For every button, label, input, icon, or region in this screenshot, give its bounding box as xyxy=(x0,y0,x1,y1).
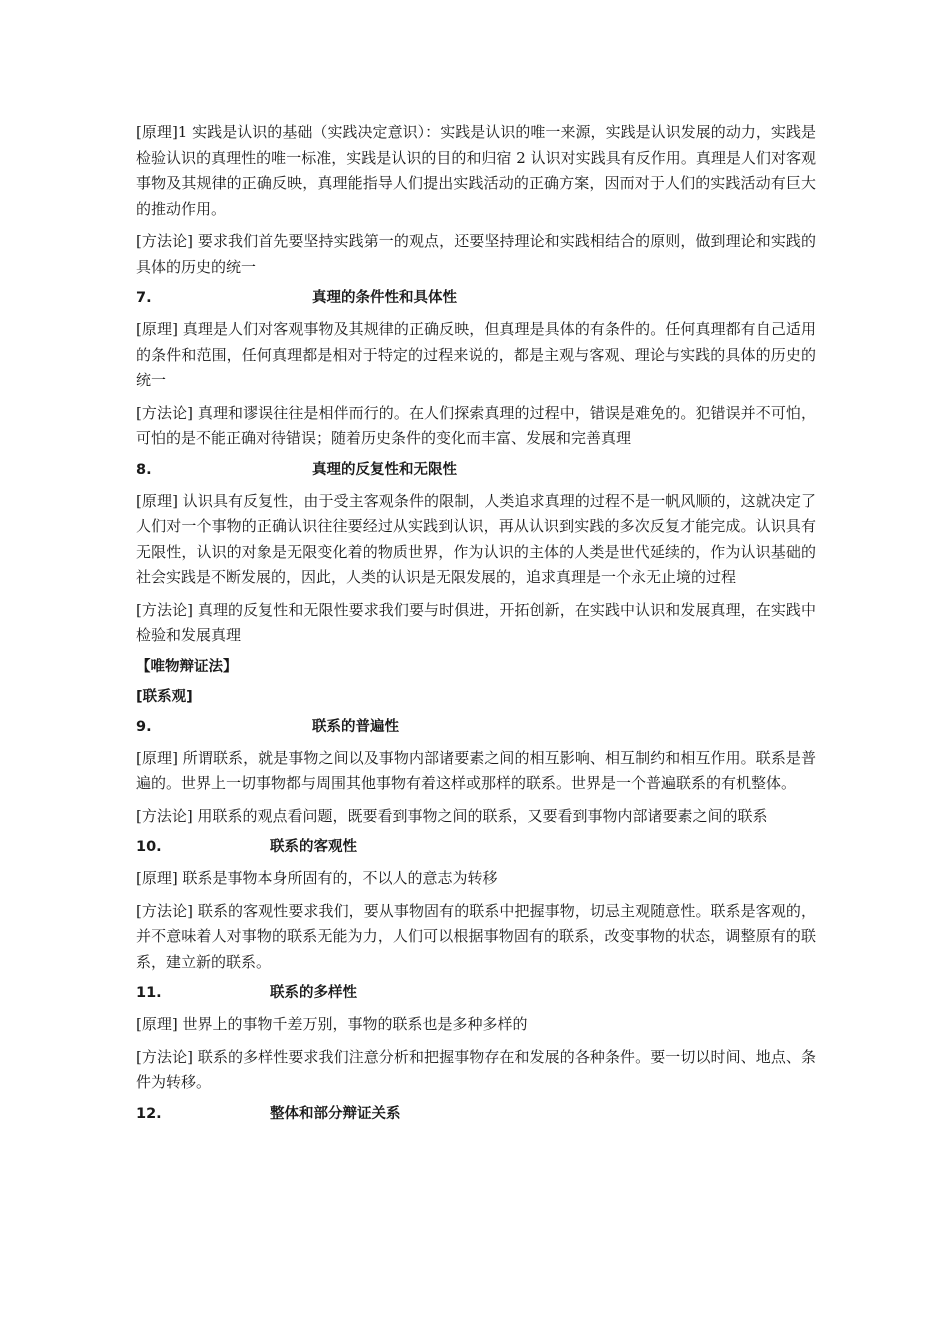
paragraph: [方法论] 联系的客观性要求我们，要从事物固有的联系中把握事物，切忌主观随意性。联系是客观的，并不意味着人对事物的联系无能为力，人们可以根据事物固有的联系，改变事物的状态，调整原有的联系，建立新的联系。 xyxy=(136,901,816,971)
heading-title: 联系的客观性 xyxy=(270,839,357,855)
paragraph: [原理] 认识具有反复性，由于受主客观条件的限制，人类追求真理的过程不是一帆风顺的，这就决定了人们对一个事物的正确认识往往要经过从实践到认识，再从认识到实践的多次反复才能完成。认识具有无限性，认识的对象是无限变化着的物质世界，作为认识的主体的人类是世代延续的，作为认识基础的社会实践是不断发展的，因此，人类的认识是无限发展的，追求真理是一个永无止境的过程 xyxy=(136,491,816,586)
heading-title: 整体和部分辩证关系 xyxy=(270,1105,401,1122)
paragraph: [方法论] 真理的反复性和无限性要求我们要与时俱进，开拓创新，在实践中认识和发展真理，在实践中检验和发展真理 xyxy=(136,600,816,644)
subchapter-heading: [联系观] xyxy=(136,688,193,705)
section-heading xyxy=(136,1103,816,1125)
paragraph: [原理]1 实践是认识的基础（实践决定意识）：实践是认识的唯一来源，实践是认识发展的动力，实践是检验认识的真理性的唯一标准，实践是认识的目的和归宿 2 认识对实践具有反作用。真理是人们对客观事物及其规律的正确反映，真理能指导人们提出实践活动的正确方案，因而对于人们的实践活动有巨大的推动作用。 xyxy=(136,123,816,218)
paragraph: [原理] 真理是人们对客观事物及其规律的正确反映，但真理是具体的有条件的。任何真理都有自己适用的条件和范围，任何真理都是相对于特定的过程来说的，都是主观与客观、理论与实践的具体的历史的统一 xyxy=(136,320,816,389)
paragraph: [原理] 世界上的事物千差万别，事物的联系也是多种多样的 xyxy=(136,1015,528,1033)
section-heading xyxy=(136,716,816,738)
heading-title: 联系的多样性 xyxy=(270,985,357,1001)
heading-title: 真理的条件性和具体性 xyxy=(312,290,457,306)
paragraph: [方法论] 要求我们首先要坚持实践第一的观点，还要坚持理论和实践相结合的原则，做到理论和实践的具体的历史的统一 xyxy=(136,232,816,276)
paragraph: [原理] 联系是事物本身所固有的，不以人的意志为转移 xyxy=(136,869,498,887)
heading-number: 7. xyxy=(136,290,152,306)
heading-number: 9. xyxy=(136,718,152,735)
heading-title: 真理的反复性和无限性 xyxy=(312,461,457,478)
chapter-heading: 【唯物辩证法】 xyxy=(136,658,238,675)
heading-number: 8. xyxy=(136,461,152,478)
heading-number: 11. xyxy=(136,985,162,1001)
paragraph: [原理] 所谓联系，就是事物之间以及事物内部诸要素之间的相互影响、相互制约和相互作用。联系是普遍的。世界上一切事物都与周围其他事物有着这样或那样的联系。世界是一个普遍联系的有机整体。 xyxy=(136,748,816,792)
section-heading xyxy=(136,982,816,1004)
heading-title: 联系的普遍性 xyxy=(312,718,399,735)
paragraph: [方法论] 用联系的观点看问题，既要看到事物之间的联系，又要看到事物内部诸要素之间的联系 xyxy=(136,806,768,825)
paragraph: [方法论] 联系的多样性要求我们注意分析和把握事物存在和发展的各种条件。要一切以时间、地点、条件为转移。 xyxy=(136,1047,816,1091)
heading-number: 10. xyxy=(136,839,162,855)
document-page xyxy=(136,120,816,1133)
section-heading xyxy=(136,287,816,309)
section-heading xyxy=(136,459,816,481)
section-heading xyxy=(136,836,816,858)
heading-number: 12. xyxy=(136,1105,162,1122)
paragraph: [方法论] 真理和谬误往往是相伴而行的。在人们探索真理的过程中，错误是难免的。犯错误并不可怕，可怕的是不能正确对待错误；随着历史条件的变化而丰富、发展和完善真理 xyxy=(136,403,816,447)
